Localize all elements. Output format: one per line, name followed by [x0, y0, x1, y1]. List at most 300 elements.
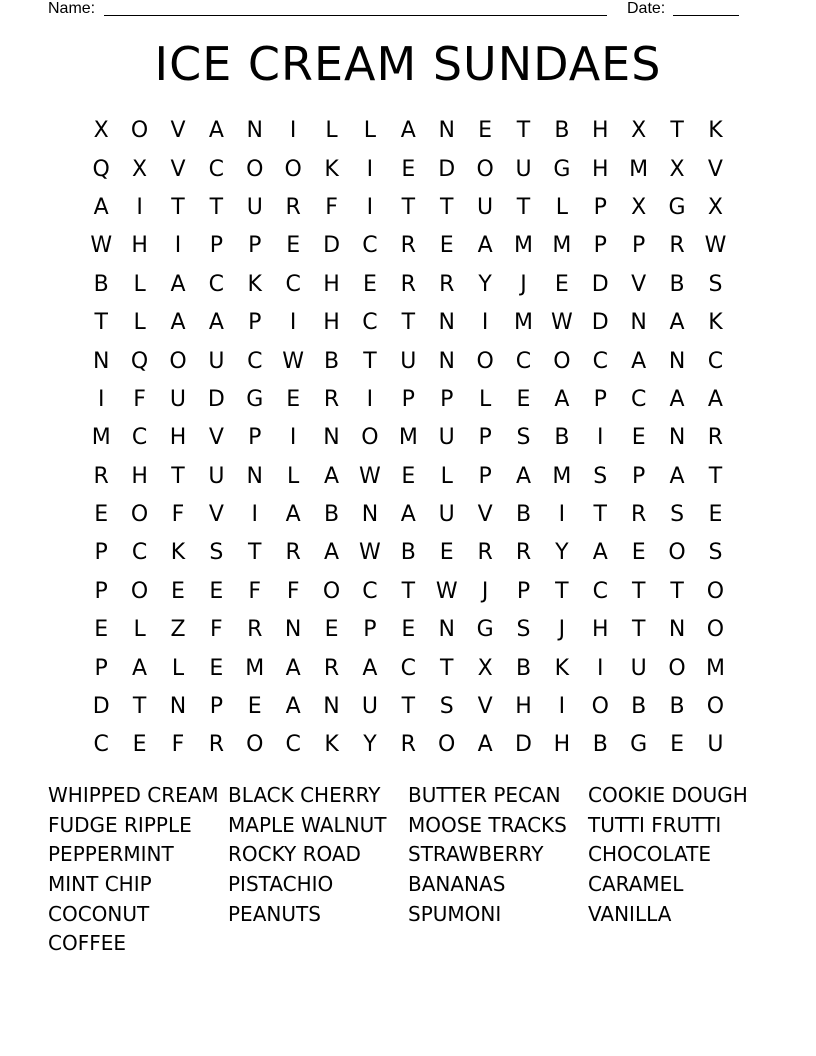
grid-letter[interactable]: X [132, 156, 148, 182]
grid-letter[interactable]: R [400, 233, 416, 259]
grid-letter[interactable]: U [246, 194, 263, 220]
grid-letter[interactable]: L [133, 310, 146, 336]
grid-letter[interactable]: R [515, 540, 532, 566]
grid-letter[interactable]: T [401, 578, 416, 604]
grid-letter[interactable]: Y [478, 271, 492, 297]
grid-letter[interactable]: I [558, 694, 566, 720]
grid-letter[interactable]: R [247, 617, 263, 643]
grid-letter[interactable]: H [131, 233, 148, 259]
grid-letter[interactable]: E [286, 233, 301, 259]
grid-letter[interactable]: J [481, 578, 489, 604]
grid-letter[interactable]: F [133, 386, 146, 412]
grid-letter[interactable]: C [707, 348, 724, 374]
grid-letter[interactable]: S [708, 540, 723, 566]
grid-letter[interactable]: X [631, 118, 647, 144]
grid-letter[interactable]: Y [555, 540, 569, 566]
grid-letter[interactable]: B [554, 118, 570, 144]
grid-letter[interactable]: L [555, 194, 569, 220]
grid-letter[interactable]: T [94, 310, 108, 336]
grid-letter[interactable]: D [591, 310, 609, 336]
grid-letter[interactable]: N [438, 118, 455, 144]
grid-letter[interactable]: A [285, 694, 301, 720]
word-list-item: PISTACHIO [228, 872, 334, 897]
grid-letter[interactable]: I [366, 156, 374, 182]
grid-letter[interactable]: T [363, 348, 377, 374]
grid-letter[interactable]: T [439, 655, 454, 681]
grid-letter[interactable]: F [171, 732, 185, 758]
grid-letter[interactable]: X [477, 655, 493, 681]
grid-letter[interactable]: V [208, 502, 224, 528]
grid-letter[interactable]: P [94, 540, 108, 566]
grid-letter[interactable]: H [323, 271, 340, 297]
grid-letter[interactable]: T [171, 463, 185, 489]
grid-letter[interactable]: A [554, 386, 570, 412]
grid-letter[interactable]: T [171, 194, 185, 220]
grid-letter[interactable]: A [132, 655, 148, 681]
grid-letter[interactable]: L [325, 118, 338, 144]
grid-letter[interactable]: C [515, 348, 532, 374]
grid-letter[interactable]: R [285, 540, 301, 566]
grid-letter[interactable]: W [90, 233, 113, 259]
grid-letter[interactable]: O [130, 578, 149, 604]
grid-letter[interactable]: X [669, 156, 685, 182]
grid-letter[interactable]: L [363, 118, 377, 144]
grid-letter[interactable]: A [707, 386, 723, 412]
grid-letter[interactable]: O [476, 348, 494, 374]
grid-letter[interactable]: C [592, 578, 608, 604]
grid-letter[interactable]: O [438, 732, 456, 758]
grid-letter[interactable]: O [322, 578, 341, 604]
grid-letter[interactable]: K [708, 310, 723, 336]
grid-letter[interactable]: R [400, 732, 416, 758]
word-list [48, 781, 768, 959]
grid-letter[interactable]: P [632, 463, 646, 489]
grid-letter[interactable]: A [170, 310, 186, 336]
grid-letter[interactable]: E [209, 578, 224, 604]
grid-letter[interactable]: F [248, 578, 262, 604]
grid-letter[interactable]: T [631, 578, 646, 604]
grid-letter[interactable]: X [707, 194, 723, 220]
grid-letter[interactable]: V [477, 502, 493, 528]
word-list-item: ROCKY ROAD [228, 842, 361, 867]
grid-letter[interactable]: A [93, 194, 109, 220]
grid-letter[interactable]: E [708, 502, 723, 528]
grid-letter[interactable]: H [515, 694, 532, 720]
name-blank-line[interactable] [104, 15, 607, 16]
grid-letter[interactable]: P [209, 233, 223, 259]
grid-letter[interactable]: L [478, 386, 492, 412]
grid-letter[interactable]: T [670, 118, 684, 144]
grid-letter[interactable]: T [132, 694, 147, 720]
grid-letter[interactable]: T [631, 617, 646, 643]
grid-letter[interactable]: E [401, 463, 416, 489]
grid-letter[interactable]: A [669, 310, 685, 336]
grid-letter[interactable]: A [400, 502, 416, 528]
grid-letter[interactable]: A [669, 386, 685, 412]
grid-letter[interactable]: T [593, 502, 607, 528]
grid-letter[interactable]: P [440, 386, 454, 412]
grid-letter[interactable]: U [438, 502, 455, 528]
grid-letter[interactable]: N [169, 694, 187, 720]
grid-letter[interactable]: A [477, 732, 493, 758]
grid-letter[interactable]: P [248, 425, 262, 451]
grid-letter[interactable]: I [289, 310, 297, 336]
grid-letter[interactable]: I [366, 386, 374, 412]
grid-letter[interactable]: T [401, 194, 416, 220]
grid-letter[interactable]: E [478, 118, 493, 144]
grid-letter[interactable]: T [248, 540, 262, 566]
grid-letter[interactable]: B [554, 425, 570, 451]
grid-letter[interactable]: B [515, 655, 532, 681]
grid-letter[interactable]: K [708, 118, 723, 144]
grid-letter[interactable]: A [400, 118, 416, 144]
grid-letter[interactable]: L [171, 655, 185, 681]
grid-letter[interactable]: L [133, 271, 146, 297]
grid-letter[interactable]: X [631, 194, 647, 220]
grid-letter[interactable]: V [208, 425, 224, 451]
grid-letter[interactable]: H [592, 617, 609, 643]
grid-letter[interactable]: U [400, 348, 417, 374]
grid-letter[interactable]: R [208, 732, 225, 758]
grid-letter[interactable]: P [478, 463, 492, 489]
grid-letter[interactable]: B [592, 732, 608, 758]
grid-letter[interactable]: Y [363, 732, 377, 758]
grid-letter[interactable]: W [435, 578, 458, 604]
grid-letter[interactable]: R [323, 655, 340, 681]
grid-letter[interactable]: N [668, 425, 686, 451]
grid-letter[interactable]: E [516, 386, 531, 412]
grid-letter[interactable]: M [245, 655, 265, 681]
grid-letter[interactable]: T [555, 578, 569, 604]
grid-letter[interactable]: M [705, 655, 725, 681]
grid-letter[interactable]: C [592, 348, 608, 374]
grid-letter[interactable]: A [669, 463, 685, 489]
grid-letter[interactable]: V [631, 271, 647, 297]
grid-letter[interactable]: T [439, 194, 454, 220]
grid-letter[interactable]: F [286, 578, 300, 604]
grid-letter[interactable]: U [208, 463, 225, 489]
grid-letter[interactable]: W [704, 233, 727, 259]
grid-letter[interactable]: G [246, 386, 264, 412]
grid-letter[interactable]: R [707, 425, 724, 451]
grid-letter[interactable]: F [210, 617, 223, 643]
grid-letter[interactable]: B [631, 694, 647, 720]
grid-letter[interactable]: E [439, 233, 454, 259]
grid-letter[interactable]: H [553, 732, 571, 758]
grid-letter[interactable]: C [208, 271, 225, 297]
grid-row [82, 726, 736, 764]
grid-letter[interactable]: A [477, 233, 493, 259]
grid-row [82, 649, 736, 687]
grid-letter[interactable]: G [553, 156, 571, 182]
grid-letter[interactable]: J [520, 271, 527, 297]
grid-letter[interactable]: C [285, 271, 301, 297]
grid-letter[interactable]: N [361, 502, 379, 528]
grid-letter[interactable]: O [361, 425, 379, 451]
grid-letter[interactable]: L [287, 463, 300, 489]
page-title: ICE CREAM SUNDAES [154, 37, 662, 91]
grid-letter[interactable]: Z [170, 617, 186, 643]
word-list-item: SPUMONI [408, 901, 502, 926]
grid-letter[interactable]: N [284, 617, 302, 643]
grid-letter[interactable]: U [361, 694, 378, 720]
grid-letter[interactable]: H [323, 310, 340, 336]
grid-letter[interactable]: A [592, 540, 608, 566]
date-blank-line[interactable] [673, 15, 739, 16]
grid-letter[interactable]: B [669, 694, 685, 720]
grid-letter[interactable]: W [359, 463, 381, 489]
grid-letter[interactable]: Q [92, 156, 110, 182]
grid-letter[interactable]: E [670, 732, 684, 758]
grid-letter[interactable]: P [401, 386, 415, 412]
grid-letter[interactable]: T [708, 463, 723, 489]
grid-letter[interactable]: E [631, 425, 646, 451]
grid-letter[interactable]: E [631, 540, 646, 566]
grid-letter[interactable]: U [477, 194, 494, 220]
grid-letter[interactable]: G [668, 194, 686, 220]
grid-letter[interactable]: D [207, 386, 225, 412]
grid-letter[interactable]: U [515, 156, 532, 182]
grid-letter[interactable]: S [516, 425, 531, 451]
grid-letter[interactable]: J [558, 617, 566, 643]
grid-letter[interactable]: I [136, 194, 143, 220]
grid-letter[interactable]: B [400, 540, 416, 566]
grid-letter[interactable]: B [669, 271, 685, 297]
grid-letter[interactable]: D [323, 233, 341, 259]
grid-letter[interactable]: H [169, 425, 187, 451]
grid-letter[interactable]: V [170, 118, 186, 144]
grid-letter[interactable]: N [246, 118, 263, 144]
grid-letter[interactable]: C [362, 233, 378, 259]
grid-letter[interactable]: G [630, 732, 648, 758]
grid-letter[interactable]: X [93, 118, 109, 144]
grid-letter[interactable]: A [515, 463, 532, 489]
grid-letter[interactable]: N [438, 310, 455, 336]
grid-letter[interactable]: H [592, 118, 609, 144]
grid-letter[interactable]: K [170, 540, 186, 566]
grid-letter[interactable]: P [248, 233, 262, 259]
grid-letter[interactable]: D [591, 271, 609, 297]
grid-letter[interactable]: I [174, 233, 182, 259]
grid-letter[interactable]: E [324, 617, 339, 643]
grid-letter[interactable]: P [632, 233, 646, 259]
grid-letter[interactable]: S [516, 617, 531, 643]
grid-letter[interactable]: P [363, 617, 377, 643]
grid-letter[interactable]: V [170, 156, 186, 182]
grid-letter[interactable]: P [209, 694, 223, 720]
grid-letter[interactable]: I [481, 310, 489, 336]
grid-letter[interactable]: B [323, 502, 340, 528]
grid-letter[interactable]: S [670, 502, 685, 528]
grid-letter[interactable]: M [552, 463, 572, 489]
grid-letter[interactable]: P [94, 578, 108, 604]
grid-letter[interactable]: R [669, 233, 685, 259]
grid-letter[interactable]: C [93, 732, 109, 758]
grid-letter[interactable]: O [130, 118, 149, 144]
grid-letter[interactable]: O [246, 156, 264, 182]
grid-letter[interactable]: S [209, 540, 224, 566]
grid-letter[interactable]: F [171, 502, 185, 528]
grid-letter[interactable]: P [248, 310, 262, 336]
grid-letter[interactable]: T [401, 694, 416, 720]
grid-letter[interactable]: Q [130, 348, 149, 374]
grid-letter[interactable]: E [94, 502, 109, 528]
grid-letter[interactable]: T [516, 118, 531, 144]
grid-letter[interactable]: T [670, 578, 684, 604]
grid-letter[interactable]: R [323, 386, 340, 412]
grid-letter[interactable]: N [92, 348, 110, 374]
grid-letter[interactable]: E [401, 617, 416, 643]
grid-letter[interactable]: O [476, 156, 494, 182]
grid-letter[interactable]: O [130, 502, 149, 528]
grid-letter[interactable]: D [515, 732, 532, 758]
grid-letter[interactable]: O [706, 694, 725, 720]
grid-letter[interactable]: R [285, 194, 301, 220]
grid-letter[interactable]: E [171, 578, 185, 604]
grid-letter[interactable]: A [208, 118, 224, 144]
grid-letter[interactable]: F [325, 194, 338, 220]
grid-letter[interactable]: U [707, 732, 724, 758]
grid-letter[interactable]: K [554, 655, 570, 681]
grid-letter[interactable]: R [631, 502, 647, 528]
grid-letter[interactable]: C [131, 540, 148, 566]
grid-letter[interactable]: N [630, 310, 647, 336]
grid-letter[interactable]: C [285, 732, 301, 758]
grid-letter[interactable]: U [630, 655, 647, 681]
grid-letter[interactable]: O [246, 732, 264, 758]
grid-letter[interactable]: N [438, 617, 455, 643]
grid-letter[interactable]: E [132, 732, 147, 758]
grid-letter[interactable]: N [438, 348, 455, 374]
grid-letter[interactable]: W [551, 310, 573, 336]
grid-letter[interactable]: N [668, 348, 686, 374]
grid-letter[interactable]: N [323, 425, 340, 451]
grid-letter[interactable]: E [401, 156, 416, 182]
grid-letter[interactable]: R [400, 271, 416, 297]
grid-letter[interactable]: I [97, 386, 105, 412]
grid-letter[interactable]: N [323, 694, 340, 720]
grid-letter[interactable]: A [324, 540, 340, 566]
grid-letter[interactable]: M [552, 233, 572, 259]
grid-letter[interactable]: B [93, 271, 109, 297]
grid-letter[interactable]: O [553, 348, 571, 374]
grid-letter[interactable]: L [133, 617, 146, 643]
grid-letter[interactable]: O [591, 694, 609, 720]
grid-letter[interactable]: A [324, 463, 340, 489]
grid-letter[interactable]: B [515, 502, 532, 528]
grid-letter[interactable]: S [708, 271, 723, 297]
grid-letter[interactable]: O [668, 540, 686, 566]
grid-letter[interactable]: A [362, 655, 378, 681]
grid-letter[interactable]: C [362, 578, 378, 604]
grid-letter[interactable]: A [208, 310, 224, 336]
grid-letter[interactable]: R [477, 540, 493, 566]
grid-row [82, 496, 736, 534]
grid-letter[interactable]: I [251, 502, 258, 528]
grid-row [82, 304, 736, 342]
grid-letter[interactable]: C [247, 348, 263, 374]
grid-letter[interactable]: T [516, 194, 531, 220]
grid-letter[interactable]: U [169, 386, 187, 412]
grid-letter[interactable]: K [324, 732, 339, 758]
grid-letter[interactable]: I [597, 655, 604, 681]
grid-letter[interactable]: O [668, 655, 686, 681]
grid-letter[interactable]: I [597, 425, 604, 451]
grid-letter[interactable]: G [476, 617, 494, 643]
grid-letter[interactable]: P [516, 578, 531, 604]
grid-letter[interactable]: A [285, 655, 301, 681]
grid-letter[interactable]: E [286, 386, 301, 412]
grid-letter[interactable]: V [477, 694, 493, 720]
grid-letter[interactable]: I [289, 425, 297, 451]
grid-letter[interactable]: O [706, 617, 725, 643]
grid-letter[interactable]: A [170, 271, 186, 297]
grid-letter[interactable]: D [438, 156, 456, 182]
grid-letter[interactable]: O [169, 348, 187, 374]
grid-letter[interactable]: V [707, 156, 723, 182]
grid-letter[interactable]: R [93, 463, 109, 489]
grid-letter[interactable]: P [593, 194, 607, 220]
grid-letter[interactable]: A [285, 502, 301, 528]
grid-letter[interactable]: N [246, 463, 263, 489]
grid-letter[interactable]: C [208, 156, 225, 182]
grid-letter[interactable]: C [362, 310, 378, 336]
grid-letter[interactable]: E [94, 617, 109, 643]
grid-letter[interactable]: H [592, 156, 609, 182]
grid-letter[interactable]: E [439, 540, 454, 566]
grid-letter[interactable]: K [324, 156, 339, 182]
grid-letter[interactable]: E [247, 694, 262, 720]
grid-letter[interactable]: P [593, 233, 607, 259]
grid-letter[interactable]: N [668, 617, 686, 643]
grid-letter[interactable]: S [439, 694, 454, 720]
grid-letter[interactable]: M [629, 156, 649, 182]
grid-letter[interactable]: I [558, 502, 566, 528]
grid-letter[interactable]: M [91, 425, 111, 451]
grid-letter[interactable]: T [401, 310, 416, 336]
grid-letter[interactable]: L [440, 463, 453, 489]
grid-letter[interactable]: O [706, 578, 725, 604]
grid-letter[interactable]: M [398, 425, 418, 451]
grid-letter[interactable]: M [514, 310, 533, 336]
grid-letter[interactable]: U [208, 348, 225, 374]
grid-letter[interactable]: S [593, 463, 608, 489]
grid-letter[interactable]: I [289, 118, 297, 144]
grid-letter[interactable]: O [284, 156, 302, 182]
grid-letter[interactable]: P [593, 386, 607, 412]
grid-letter[interactable]: A [631, 348, 647, 374]
grid-letter[interactable]: W [282, 348, 305, 374]
grid-letter[interactable]: M [514, 233, 533, 259]
grid-letter[interactable]: P [94, 655, 108, 681]
grid-letter[interactable]: I [366, 194, 374, 220]
grid-letter[interactable]: H [131, 463, 148, 489]
grid-letter[interactable]: T [209, 194, 224, 220]
grid-letter[interactable]: B [323, 348, 340, 374]
grid-letter[interactable]: W [359, 540, 381, 566]
grid-letter[interactable]: P [478, 425, 492, 451]
grid-letter[interactable]: E [209, 655, 224, 681]
grid-letter[interactable]: C [400, 655, 416, 681]
grid-letter[interactable]: K [247, 271, 262, 297]
grid-letter[interactable]: E [554, 271, 569, 297]
grid-letter[interactable]: C [630, 386, 647, 412]
grid-letter[interactable]: R [439, 271, 455, 297]
grid-letter[interactable]: U [438, 425, 455, 451]
grid-letter[interactable]: D [92, 694, 110, 720]
grid-letter[interactable]: C [131, 425, 148, 451]
grid-letter[interactable]: E [362, 271, 377, 297]
